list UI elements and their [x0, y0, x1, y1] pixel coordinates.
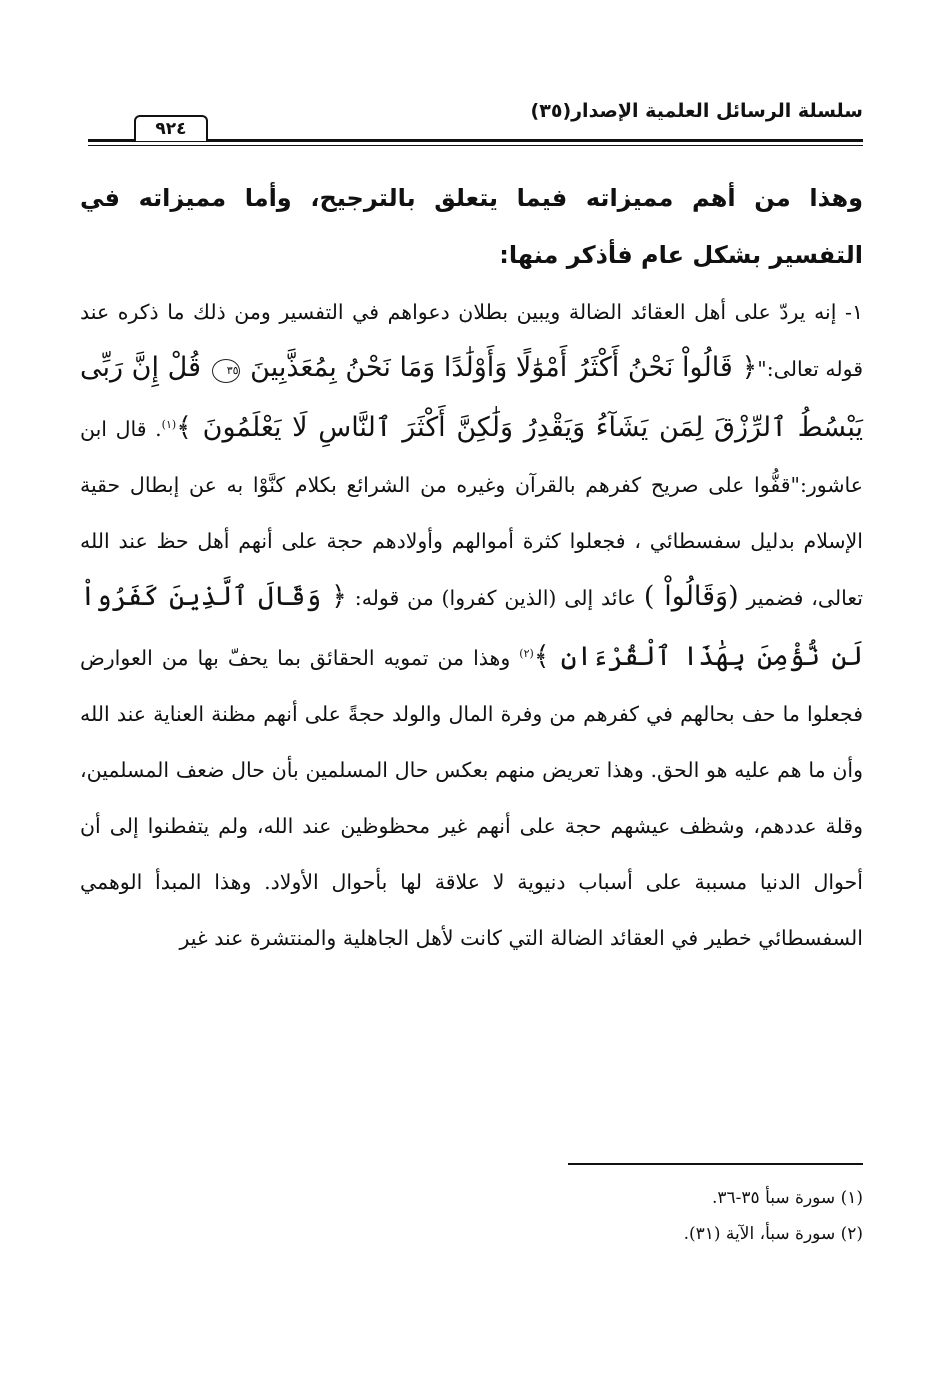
ayah-marker-icon: ٣٥	[212, 359, 240, 383]
footnote-ref-2: (٢)	[519, 646, 534, 660]
quran-verse-d: ﴿ وَقَالَ ٱلَّذِينَ كَفَرُواْ لَن نُّؤْمِنَ بِهَٰذَا ٱلْقُرْءَانِ ﴾	[80, 580, 863, 672]
page-header	[88, 98, 863, 150]
footnotes	[400, 1180, 863, 1252]
text-d: وهذا من تمويه الحقائق بما يحفّ بها من العوارض فجعلوا ما حف بحالهم في كفرهم من وفرة المال والولد حجةً على أنهم مظنة العناية عند الله وأن ما هم عليه هو الحق. وهذا تعريض منهم بعكس حال المسلمين بأن حال ضعف المسلمين، وقلة عددهم، وشظف عيشهم حجة على أنهم غير محظوظين عند الله، ولم يتفطنوا إلى أن أحوال الدنيا مسببة على أسباب دنيوية لا علاقة لها بأحوال الأولاد. وهذا المبدأ الوهمي السفسطائي خطير في العقائد الضالة التي كانت لأهل الجاهلية والمنتشرة عند غير	[80, 645, 863, 950]
footnote-ref-1: (١)	[161, 418, 177, 431]
text-b: . قال ابن عاشور:"قفُّوا على صريح كفرهم بالقرآن وغيره من الشرائع بكلام كنَّوْا به عن إبطال حقية الإسلام بدليل سفسطائي ، فجعلوا كثرة أموالهم وأولادهم حجة على أنهم أهل حظ عند الله تعالى، فضمير	[80, 416, 864, 610]
footnote-1: (١) سورة سبأ ٣٥-٣٦.	[711, 1188, 863, 1208]
series-title: سلسلة الرسائل العلمية الإصدار(٣٥)	[530, 100, 863, 122]
quran-verse-b: قُلْ إِنَّ رَبِّى يَبْسُطُ ٱلرِّزْقَ لِمَن يَشَآءُ وَيَقْدِرُ وَلَٰكِنَّ أَكْثَرَ ٱلنَّاسِ لَا يَعْلَمُونَ ﴾	[80, 352, 864, 443]
header-rule-thin	[88, 145, 863, 146]
item-number: ١-	[845, 300, 863, 324]
quran-verse-a: ﴿ قَالُواْ نَحْنُ أَكْثَرُ أَمْوَٰلًا وَأَوْلَٰدًا وَمَا نَحْنُ بِمُعَذَّبِينَ	[250, 352, 758, 383]
footnote-separator	[568, 1163, 863, 1165]
item-1-paragraph	[80, 284, 863, 966]
text-a: إنه يردّ على أهل العقائد الضالة ويبين بطلان دعواهم في التفسير ومن ذلك ما ذكره عند قوله تعالى:"	[80, 300, 863, 381]
intro-paragraph: وهذا من أهم مميزاته فيما يتعلق بالترجيح، وأما مميزاته في التفسير بشكل عام فأذكر منها:	[80, 184, 863, 269]
footnote-2: (٢) سورة سبأ، الآية (٣١).	[683, 1224, 863, 1244]
text-c: عائد إلى (الذين كفروا) من قوله:	[354, 585, 636, 610]
quran-verse-c: (وَقَالُواْ )	[643, 580, 739, 612]
main-text	[80, 170, 863, 966]
page-number: ٩٢٤	[134, 115, 208, 141]
